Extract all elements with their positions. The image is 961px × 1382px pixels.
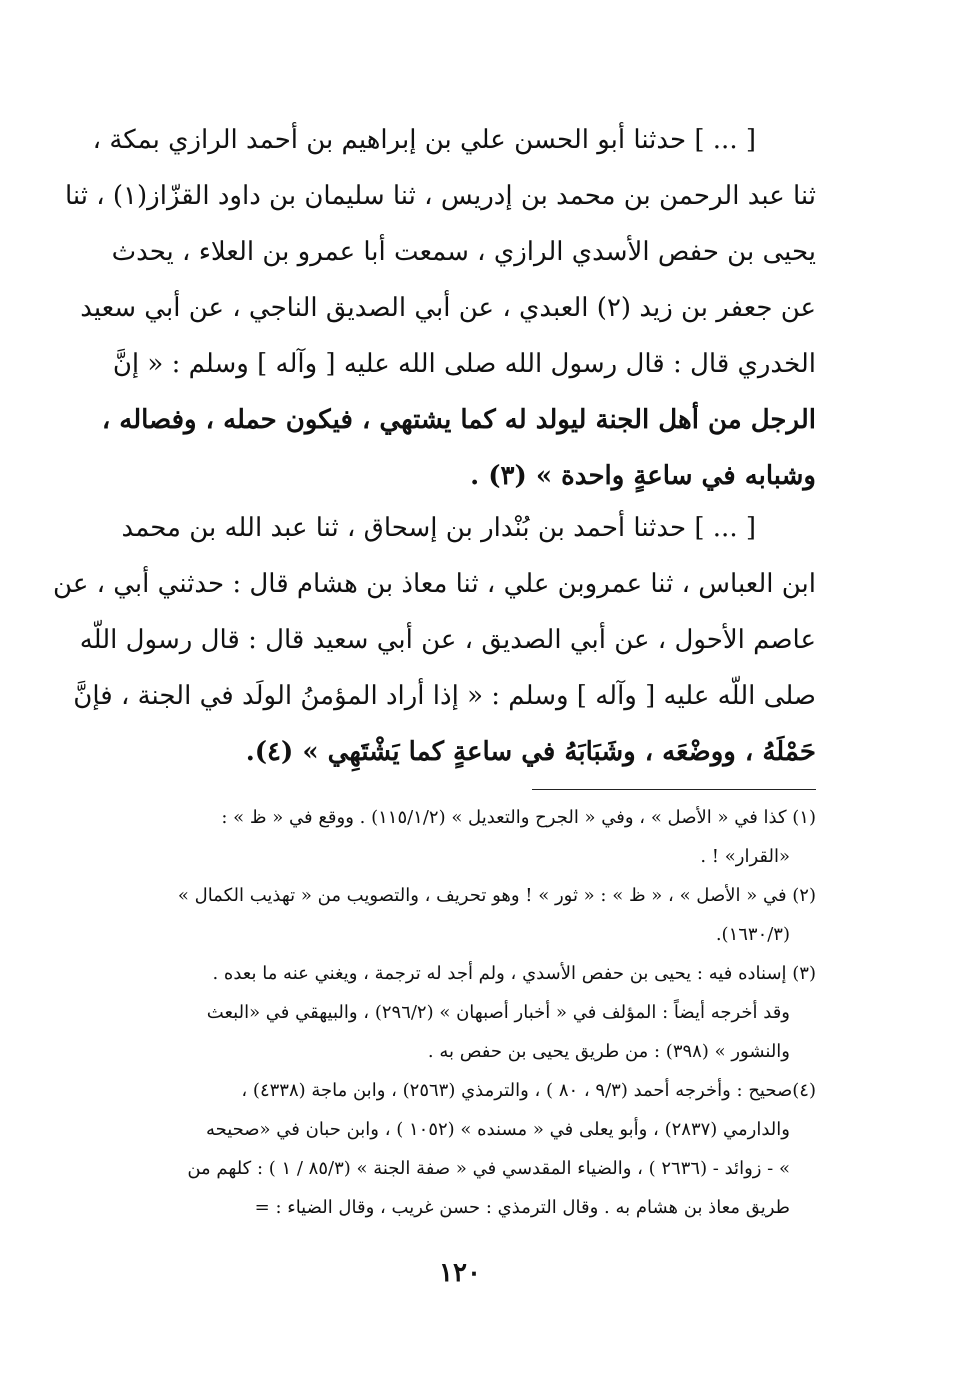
- paragraph-line: الخدري قال : قال رسول الله صلى الله عليه [ وآله ] وسلم : « إنَّ: [112, 349, 816, 379]
- paragraph-2: [53, 500, 816, 780]
- hadith-text-line: الرجل من أهل الجنة ليولد له كما يشتهي ، فيكون حمله ، وفصاله ،: [101, 405, 816, 435]
- footnote-line: (٤)صحيح : وأخرجه أحمد (٩/٣ ، ٨٠ ) ، والترمذي (٢٥٦٣) ، وابن ماجة (٤٣٣٨) ،: [241, 1080, 816, 1101]
- paragraph-line: ثنا عبد الرحمن بن محمد بن إدريس ، ثنا سليمان بن داود القزّاز(١) ، ثنا: [64, 181, 816, 211]
- paragraph-line: ابن العباس ، ثنا عمروبن علي ، ثنا معاذ بن هشام قال : حدثني أبي ، عن: [53, 569, 816, 599]
- paragraph-line: [ ... ] حدثنا أحمد بن بُنْدار بن إسحاق ، ثنا عبد الله بن محمد: [121, 513, 756, 543]
- paragraph-1: [64, 112, 816, 504]
- paragraph-line: عاصم الأحول ، عن أبي الصديق ، عن أبي سعيد قال : قال رسول اللّه: [79, 625, 816, 655]
- paragraph-line: عن جعفر بن زيد (٢) العبدي ، عن أبي الصديق الناجي ، عن أبي سعيد: [80, 293, 816, 323]
- hadith-text-line: وشبابه في ساعةٍ واحدة » (٣) .: [470, 461, 816, 491]
- paragraph-line: صلى اللّه عليه [ وآله ] وسلم : « إذا أراد المؤمنُ الولَد في الجنة ، فإنَّ: [73, 681, 816, 711]
- hadith-text-line: حَمْلَهُ ، ووضْعَه ، وشَبَابَهُ في ساعةٍ كما يَشْتَهِي » (٤).: [245, 737, 816, 767]
- footnote-line: وقد أخرجه أيضاً : المؤلف في « أخبار أصبهان » (٢٩٦/٢) ، والبيهقي في «البعث: [206, 1002, 790, 1023]
- footnotes: [140, 798, 816, 1227]
- footnote-line: » - زوائد - (٢٦٣٦ ) ، والضياء المقدسي في « صفة الجنة » (٨٥/٣ / ١ ) : كلهم من: [187, 1158, 790, 1179]
- footnote-line: (١) كذا في « الأصل » ، وفي « الجرح والتعديل » (١١٥/١/٢) . ووقع في « ظ » :: [221, 807, 816, 828]
- paragraph-line: يحيى بن حفص الأسدي الرازي ، سمعت أبا عمرو بن العلاء ، يحدث: [111, 237, 816, 267]
- footnote-line: (٢) في « الأصل » ، « ظ » : « ثور » ! وهو تحريف ، والتصويب من « تهذيب الكمال »: [177, 885, 816, 906]
- paragraph-line: [ ... ] حدثنا أبو الحسن علي بن إبراهيم بن أحمد الرازي بمكة ،: [92, 125, 756, 155]
- page-number: ١٢٠: [439, 1258, 481, 1288]
- footnote-separator: [532, 789, 816, 790]
- footnote-line: (٣) إسناده فيه : يحيى بن حفص الأسدي ، ولم أجد له ترجمة ، ويغني عنه ما بعده .: [212, 963, 816, 984]
- footnote-line: والدارمي (٢٨٣٧) ، وأبو يعلى في « مسنده » (١٠٥٢ ) ، وابن حبان في «صحيحه: [205, 1119, 790, 1140]
- footnote-line: (١٦٣٠/٣).: [715, 924, 790, 945]
- footnote-line: والنشور » (٣٩٨) : من طريق يحيى بن حفص به .: [427, 1041, 790, 1062]
- footnote-line: طريق معاذ بن هشام به . وقال الترمذي : حسن غريب ، وقال الضياء : =: [254, 1197, 790, 1218]
- footnote-line: «القرار» ! .: [700, 846, 790, 867]
